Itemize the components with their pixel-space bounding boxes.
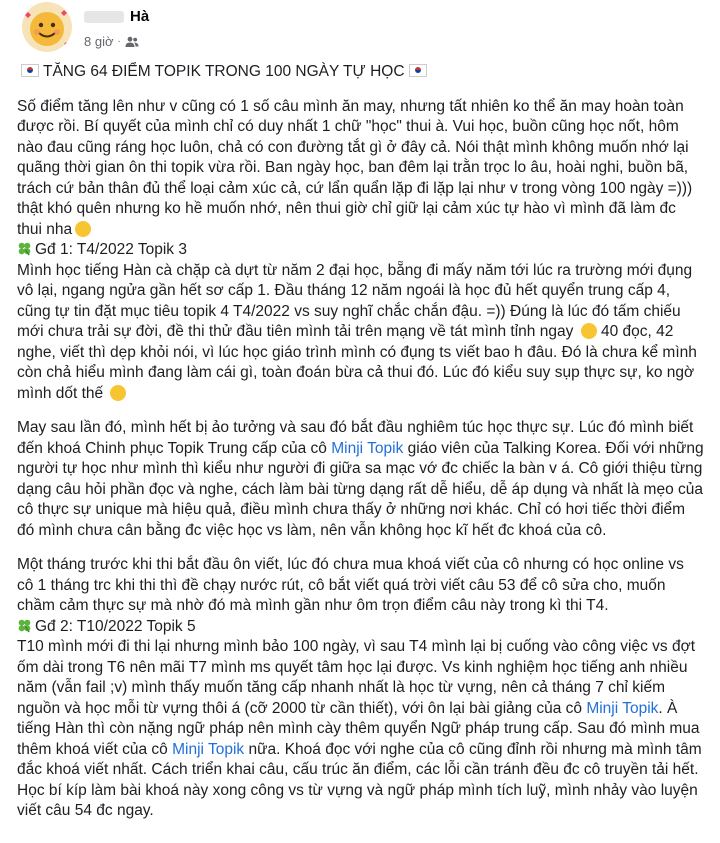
smile-emoji-icon — [75, 221, 91, 237]
korea-flag-icon — [21, 64, 39, 77]
paragraph-writing: Một tháng trước khi thi bắt đầu ôn viết, lúc đó chưa mua khoá viết của cô nhưng có học online vs cô 1 tháng trc khi thi thì đề chạy nước rút, cô bắt viết quá trời viết câu 53 để cô sửa cho, muốn chầm cảm thực sự mà nhờ đó mà mình gần như ôm trọn điểm câu này trong kì thi T4. Gđ 2: T10/2022 Topik 5 T10 mình mới đi thi lại nhưng mình bảo 100 ngày, vì sau T4 mình lại bị cuống vào công việc vs đợt ốm dài trong T6 nên mãi T7 mình ms quyết tâm học lại được. Vs kinh nghiệm học tiếng anh nhiều năm (vẫn fail ;v) mình thấy muốn tăng cấp nhanh nhất là học từ vựng, nên cả tháng 7 chỉ kiếm nguồn và học mỗi từ vựng thôi á (cỡ 2000 từ cần thiết), với ôn lại bài giảng của cô Minji Topik. À tiếng Hàn thì còn nặng ngữ pháp nên mình cày thêm quyển Ngữ pháp trung cấp. Sau đó mình mua thêm khoá viết của cô Minji Topik nữa. Khoá đọc với nghe của cô cũng đỉnh rồi nhưng mà mình tâm đắc khoá viết nhất. Cách triển khai câu, cấu trúc ăn điểm, các lỗi cần tránh đều đc cô truyền tải hết. Học bí kíp làm bài khoá này xong công vs từ vựng và ngữ pháp mình tích luỹ, mình nhảy vào luyện viết câu 54 đc ngay. — [17, 555, 704, 822]
paragraph-intro: Số điểm tăng lên như v cũng có 1 số câu mình ăn may, nhưng tất nhiên ko thể ăn may hoàn toàn được rồi. Bí quyết của mình chỉ có duy nhất 1 chữ "học" thui à. Vui học, buồn cũng học nốt, hôm nào đau cũng ráng học luôn, chả có con đường tắt gì ở đây cả. Nói thật mình không muốn nhớ lại quãng thời gian ôn thi topik vừa rồi. Ban ngày học, ban đêm lại trằn trọc lo âu, hoài nghi, buồn bã, trách cứ bản thân đủ thể loại cảm xúc cả, cứ lẩn quẩn lặp đi lặp lại như v trong vòng 100 ngày =))) thật khó quên nhưng ko hề muốn nhớ, nên thui giờ chỉ giữ lại cảm xúc tự hào vì mình đã làm đc thui nha Gđ 1: T4/2022 Topik 3 Mình học tiếng Hàn cà chặp cà dựt từ năm 2 đại học, bẵng đi mấy năm tới lúc ra trường mới đụng vô lại, ngang ngửa gần hết sơ cấp 1. Đầu tháng 12 năm ngoái là học đủ hết quyển trung cấp 4, cũng tự tin đặt mục tiêu topik 4 T4/2022 vs suy nghĩ chắc chắn đậu. =)) Đúng là lúc đó tấm chiếu mới chưa trải sự đời, đề thi thử đầu tiên mình tải trên mạng về tát mình tỉnh ngay 40 đọc, 42 nghe, viết thì dẹp khỏi nói, vì lúc học giáo trình mình có đụng ts viết bao h đâu. Đó là chưa kể mình còn chả hiểu mình đang làm cái gì, toàn đoán bừa cả thui đó. Lúc đó kiểu suy sụp thực sự, ko ngờ mình dốt thế — [17, 97, 704, 405]
smiling-emoji-icon — [22, 2, 72, 52]
post-time[interactable]: 8 giờ — [84, 34, 114, 49]
author-name[interactable]: Hà — [84, 8, 149, 25]
minji-topik-link[interactable]: Minji Topik — [586, 699, 659, 717]
tired-emoji-icon — [581, 323, 597, 339]
meta-separator: · — [117, 36, 121, 47]
laughing-emoji-icon — [110, 385, 126, 401]
post-meta — [84, 34, 139, 49]
four-leaf-clover-icon — [17, 241, 32, 256]
friends-icon[interactable] — [125, 36, 139, 48]
korea-flag-icon — [409, 64, 427, 77]
stage1-heading-line — [17, 240, 704, 261]
stage2-heading: Gđ 2: T10/2022 Topik 5 — [35, 617, 196, 635]
stage1-heading: Gđ 1: T4/2022 Topik 3 — [35, 241, 187, 258]
stage2-heading-line — [17, 617, 704, 638]
minji-topik-link[interactable]: Minji Topik — [172, 740, 245, 758]
four-leaf-clover-icon — [17, 618, 32, 633]
paragraph-course: May sau lần đó, mình hết bị ảo tưởng và sau đó bắt đầu nghiêm túc học thực sự. Lúc đó mình biết đến khoá Chinh phục Topik Trung cấp của cô Minji Topik giáo viên của Talking Korea. Đối với những người tự học như mình thì kiểu như người đi giữa sa mạc vớ đc chiếc la bàn v á. Cô giới thiệu từng dạng câu hỏi phần đọc và nghe, cách làm bài từng dạng rất dễ hiểu, dễ áp dụng và nhất là mẹo của cô thực sự unique mà hiệu quả, điều mình chưa thấy ở những nơi khác. Chỉ có hơi tiếc thời điểm đó mình chưa cân bằng đc việc học vs làm, nên vẫn không học kĩ hết đc khoá của cô. — [17, 419, 704, 539]
minji-topik-link[interactable]: Minji Topik — [331, 439, 404, 457]
avatar[interactable] — [22, 2, 72, 52]
post-title: TĂNG 64 ĐIỂM TOPIK TRONG 100 NGÀY TỰ HỌC — [43, 63, 405, 80]
hidden-name-mask — [84, 11, 124, 23]
post-title-line — [17, 62, 704, 83]
post-body — [17, 62, 710, 822]
post-header — [17, 0, 710, 56]
